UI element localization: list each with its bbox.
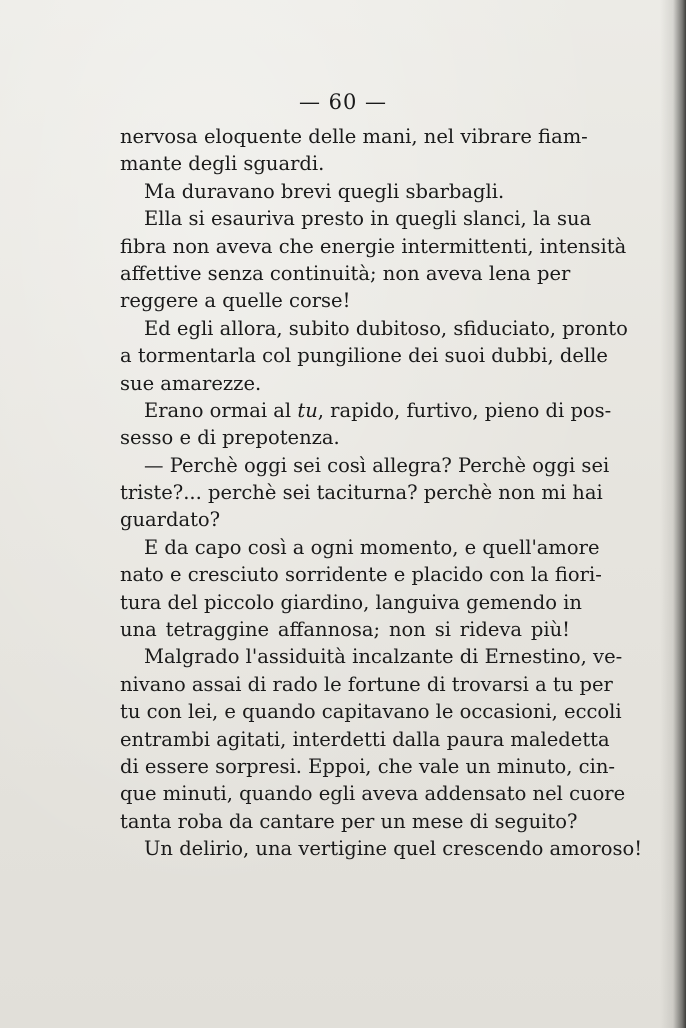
text-line: Ma duravano brevi quegli sbarbagli.: [144, 179, 505, 203]
text-line: nivano assai di rado le fortune di trovarsi a tu per: [120, 672, 613, 696]
text-line: nervosa eloquente delle mani, nel vibrare fiam-: [120, 125, 588, 148]
text-run: Erano ormai al: [144, 398, 298, 422]
page-edge-shadow: [660, 0, 686, 1028]
text-line: mante degli sguardi.: [120, 152, 325, 176]
text-line: entrambi agitati, interdetti dalla paura maledetta: [120, 727, 610, 751]
text-line: reggere a quelle corse!: [120, 289, 351, 313]
text-line: que minuti, quando egli aveva addensato nel cuore: [120, 782, 626, 806]
italic-word: tu: [297, 398, 318, 422]
text-line: tu con lei, e quando capitavano le occasioni, eccoli: [120, 700, 622, 724]
text-line: una tetraggine affannosa; non si rideva più!: [120, 618, 570, 642]
text-line: Un delirio, una vertigine quel crescendo amoroso!: [144, 837, 643, 861]
text-line: sue amarezze.: [120, 371, 262, 395]
text-line: Malgrado l'assiduità incalzante di Ernestino, ve-: [144, 645, 623, 669]
text-line: tura del piccolo giardino, languiva gemendo in: [120, 590, 582, 614]
text-line: a tormentarla col pungilione dei suoi dubbi, delle: [120, 344, 608, 368]
text-line: Ella si esauriva presto in quegli slanci, la sua: [144, 207, 592, 231]
text-line: di essere sorpresi. Eppoi, che vale un minuto, cin-: [120, 754, 615, 778]
text-line: [120, 397, 612, 424]
text-line: E da capo così a ogni momento, e quell'amore: [144, 535, 600, 559]
page-number: — 60 —: [298, 90, 388, 114]
text-line: Ed egli allora, subito dubitoso, sfiduciato, pronto: [144, 316, 628, 340]
text-line: sesso e di prepotenza.: [120, 426, 340, 450]
text-line: nato e cresciuto sorridente e placido con la fiori-: [120, 563, 602, 587]
text-run: , rapido, furtivo, pieno di pos-: [317, 398, 612, 422]
text-line: tanta roba da cantare per un mese di seguito?: [120, 809, 578, 833]
text-line: guardato?: [120, 508, 221, 532]
text-line: fibra non aveva che energie intermittenti, intensità: [120, 234, 627, 258]
body-text: [120, 123, 643, 863]
text-line: triste?... perchè sei taciturna? perchè non mi hai: [120, 481, 603, 505]
text-line: affettive senza continuità; non aveva lena per: [120, 261, 571, 285]
text-line: — Perchè oggi sei così allegra? Perchè oggi sei: [144, 453, 610, 477]
